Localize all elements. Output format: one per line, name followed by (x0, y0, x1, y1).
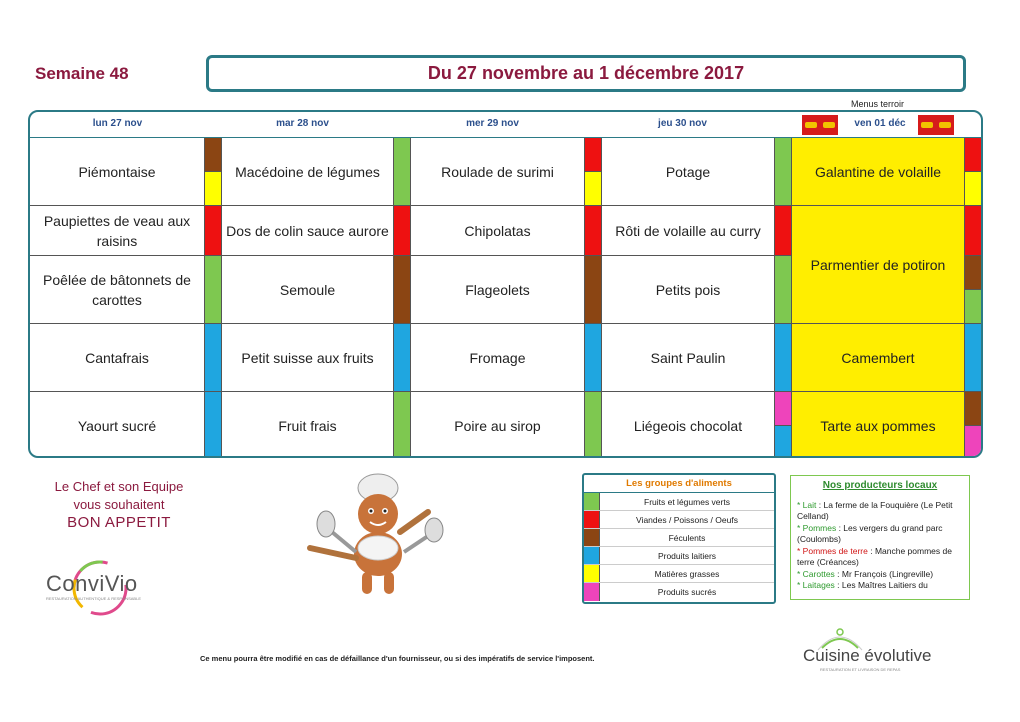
day-header-thu: jeu 30 nov (658, 118, 707, 129)
menu-item: Poêlée de bâtonnets de carottes (30, 256, 205, 324)
producer-text: : Les vergers du grand parc (Coulombs) (797, 522, 943, 544)
producer-item: * Lait : La ferme de la Fouquière (Le Petit Celland) (797, 499, 953, 521)
producers-title: Nos producteurs locaux (822, 480, 938, 491)
legend-title: Les groupes d'aliments (584, 475, 774, 493)
menu-item: Chipolatas (411, 206, 585, 256)
legend-label: Matières grasses (654, 568, 720, 579)
menu-item: Camembert (792, 324, 965, 392)
normandy-flag-icon (802, 115, 838, 135)
chef-message (40, 478, 198, 532)
legend-row (584, 583, 774, 601)
legend-row (584, 565, 774, 583)
food-group-swatch (205, 392, 222, 458)
food-group-swatch (775, 256, 792, 324)
food-group-swatch (965, 256, 983, 290)
food-group-swatch (585, 172, 602, 206)
food-group-swatch (965, 426, 983, 458)
menu-item: Galantine de volaille (792, 138, 965, 206)
producer-key: Laitages (802, 580, 835, 590)
menu-item: Yaourt sucré (30, 392, 205, 458)
legend-swatch (584, 565, 600, 582)
menu-item: Rôti de volaille au curry (602, 206, 775, 256)
disclaimer-footnote: Ce menu pourra être modifié en cas de défaillance d'un fournisseur, ou si des impératifs de service l'imposent. (200, 654, 595, 663)
food-group-swatch (965, 206, 983, 256)
food-group-swatch (205, 324, 222, 392)
food-group-swatch (775, 324, 792, 392)
menu-item: Piémontaise (30, 138, 205, 206)
food-group-swatch (205, 172, 222, 206)
legend-row (584, 547, 774, 565)
producer-item: * Laitages : Les Maîtres Laitiers du (797, 580, 928, 590)
food-group-swatch (965, 324, 983, 392)
legend-row (584, 493, 774, 511)
producer-item: * Pommes de terre : Manche pommes de terre (Créances) (797, 545, 952, 567)
food-group-swatch (965, 290, 983, 324)
producer-item: * Carottes : Mr François (Lingreville) (797, 568, 934, 579)
producer-text: : Manche pommes de terre (Créances) (797, 545, 952, 567)
producer-text: : La ferme de la Fouquière (Le Petit Celland) (797, 499, 953, 521)
producer-key: Pommes (802, 522, 837, 533)
producer-key: Pommes de terre (802, 545, 868, 556)
food-group-swatch (394, 138, 411, 206)
normandy-flag-icon (918, 115, 954, 135)
food-group-swatch (775, 138, 792, 206)
menu-table (28, 110, 983, 458)
local-producers-box (790, 475, 970, 600)
food-group-swatch (775, 426, 792, 458)
bon-appetit: BON APPETIT (67, 514, 171, 531)
chef-mascot-illustration (300, 472, 460, 607)
producer-key: Lait (802, 499, 817, 510)
food-group-swatch (394, 206, 411, 256)
food-group-swatch (965, 172, 983, 206)
legend-swatch (584, 583, 600, 601)
food-group-swatch (585, 256, 602, 324)
menu-item: Parmentier de potiron (792, 206, 965, 324)
menu-item: Potage (602, 138, 775, 206)
food-group-swatch (585, 324, 602, 392)
week-label: Semaine 48 (35, 64, 129, 83)
menu-item: Flageolets (411, 256, 585, 324)
menu-item: Dos de colin sauce aurore (222, 206, 394, 256)
food-group-swatch (965, 138, 983, 172)
food-group-swatch (394, 324, 411, 392)
menu-item: Petits pois (602, 256, 775, 324)
day-header-tue: mar 28 nov (276, 118, 329, 129)
menu-item: Fromage (411, 324, 585, 392)
menu-item: Saint Paulin (602, 324, 775, 392)
menu-item: Macédoine de légumes (222, 138, 394, 206)
legend-swatch (584, 493, 600, 510)
date-range-banner: Du 27 novembre au 1 décembre 2017 (206, 55, 966, 92)
legend-label: Produits sucrés (657, 587, 717, 597)
food-group-swatch (394, 392, 411, 458)
convivio-tagline: RESTAURATION AUTHENTIQUE & RESPONSABLE (46, 596, 141, 601)
food-group-swatch (585, 206, 602, 256)
day-header-fri: ven 01 déc (854, 118, 906, 129)
legend-swatch (584, 511, 600, 528)
legend-label: Féculents (668, 532, 706, 543)
menu-item: Paupiettes de veau aux raisins (30, 206, 205, 256)
food-group-swatch (585, 138, 602, 172)
legend-label: Fruits et légumes verts (644, 496, 730, 507)
food-group-swatch (205, 138, 222, 172)
menu-item: Cantafrais (30, 324, 205, 392)
food-groups-legend (582, 473, 776, 604)
menu-item: Roulade de surimi (411, 138, 585, 206)
food-group-swatch (394, 256, 411, 324)
food-group-swatch (205, 206, 222, 256)
menu-item: Poire au sirop (411, 392, 585, 458)
menu-item: Liégeois chocolat (602, 392, 775, 458)
legend-swatch (584, 547, 600, 564)
cuisine-evolutive-logo-text: Cuisine évolutive (803, 646, 932, 665)
cuisine-evolutive-tagline: RESTAURATION ET LIVRAISON DE REPAS (820, 667, 901, 672)
food-group-swatch (775, 392, 792, 426)
producer-text: : Mr François (Lingreville) (834, 568, 934, 579)
food-group-swatch (205, 256, 222, 324)
chef-line: vous souhaitent (73, 497, 165, 512)
convivio-logo-text: ConviVio (46, 571, 138, 596)
chef-line: Le Chef et son Equipe (54, 479, 184, 494)
menu-item: Petit suisse aux fruits (222, 324, 394, 392)
legend-swatch (584, 529, 600, 546)
producer-text: : Les Maîtres Laitiers du (834, 580, 928, 590)
food-group-swatch (965, 392, 983, 426)
legend-label: Produits laitiers (657, 550, 717, 561)
menu-item: Tarte aux pommes (792, 392, 965, 458)
food-group-swatch (585, 392, 602, 458)
legend-row (584, 529, 774, 547)
legend-row (584, 511, 774, 529)
day-header-mon: lun 27 nov (92, 118, 143, 129)
menu-item: Fruit frais (222, 392, 394, 458)
day-header-wed: mer 29 nov (466, 118, 519, 129)
menu-item: Semoule (222, 256, 394, 324)
terroir-label: Menus terroir (851, 99, 905, 109)
food-group-swatch (775, 206, 792, 256)
producer-item: * Pommes : Les vergers du grand parc (Coulombs) (797, 522, 943, 544)
legend-label: Viandes / Poissons / Oeufs (636, 514, 738, 525)
producer-key: Carottes (802, 568, 835, 579)
